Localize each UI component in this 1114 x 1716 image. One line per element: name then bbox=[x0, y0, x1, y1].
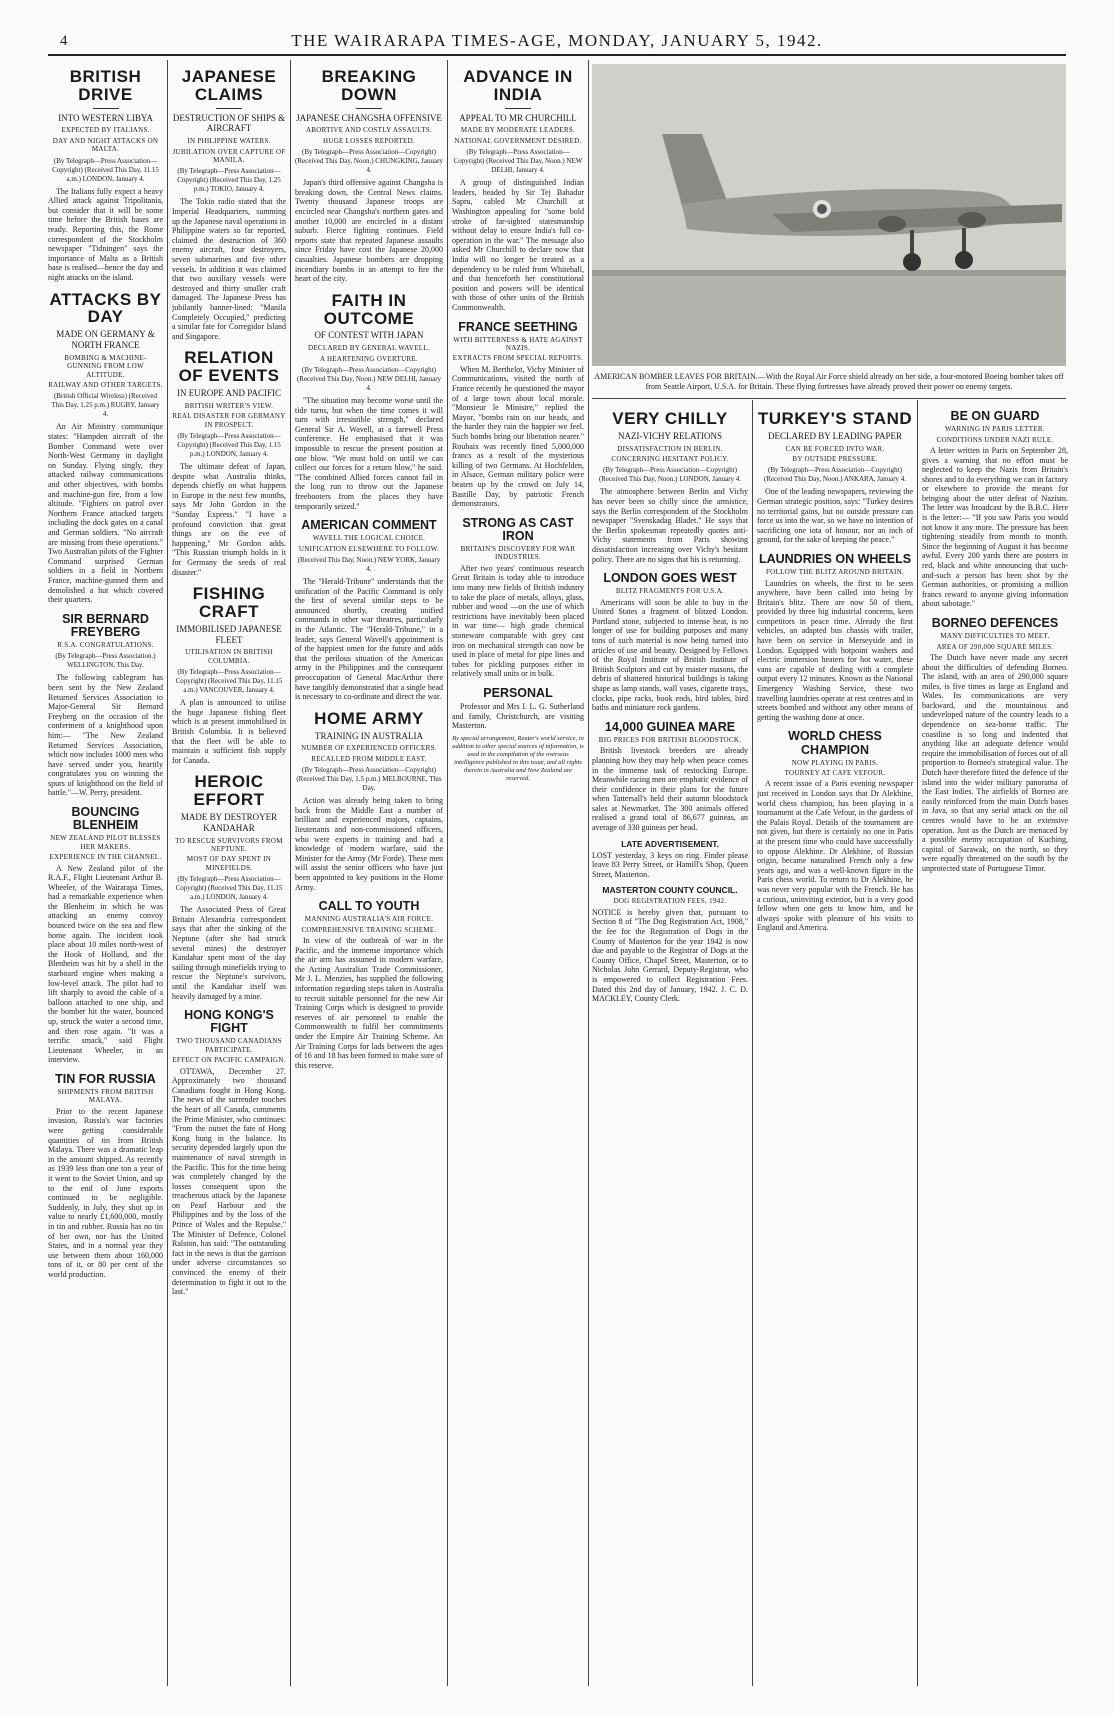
headline: SIR BERNARD FREYBERG bbox=[62, 611, 149, 639]
article-body: British livestock breeders are already planning how they may help when peace comes in the immense task of restocking Europe. Meanwhile racing men are emphatic evidence of their confidence in their plans for the future when Tattersall's held their autumn bloodstock sales at Newmarket. The 300 animals offered realised a grand total of 86,677 guineas, an average of 330 guineas per head. bbox=[592, 746, 748, 833]
dateline: (By Telegraph—Press Association—Copyright) (Received This Day, Noon.) CHUNGKING, January 4. bbox=[295, 148, 443, 175]
subheading: NATIONAL GOVERNMENT DESIRED. bbox=[454, 136, 582, 145]
divider bbox=[93, 108, 119, 109]
subheading: TO RESCUE SURVIVORS FROM NEPTUNE. bbox=[175, 836, 283, 854]
council-subtitle: DOG REGISTRATION FEES, 1942. bbox=[613, 897, 727, 906]
subheading: DECLARED BY GENERAL WAVELL. bbox=[307, 344, 431, 353]
headline: ATTACKS BY DAY bbox=[49, 289, 162, 327]
subheading: AREA OF 290,000 SQUARE MILES. bbox=[936, 642, 1054, 651]
photo-caption: AMERICAN BOMBER LEAVES FOR BRITAIN.—With the Royal Air Force shield already on her side, a four-motored Boeing bomber takes off from Seattle Airport, U.S.A. for Britain. These flying fortresses have already proved their power on enemy targets. bbox=[594, 372, 1064, 391]
article-body: Professor and Mrs I. L. G. Sutherland and family, Christchurch, are visiting Masterton. bbox=[452, 702, 584, 731]
dateline: (By Telegraph—Press Association—Copyright) (Received This Day, 1.5 p.m.) MELBOURNE, This Day. bbox=[296, 766, 442, 793]
article-body: In view of the outbreak of war in the Pacific, and the immense importance which the air arm has assumed in modern warfare, the Acting Australian Trade Commissioner, Mr J. L. Menzies, has supplied the following information regarding steps taken in Australia to recruit suitable personnel for the new Air Training Corps which is designed to provide reserves of air personnel to enable the Commonwealth to fulfil her commitments under the Empire Air Training Scheme. An Air Training Corps for lads between the ages of 16 and 18 has been formed to make sure of this reserve. bbox=[295, 936, 443, 1070]
subheading: JAPANESE CHANGSHA OFFENSIVE bbox=[296, 112, 442, 123]
subheading: JUBILATION OVER CAPTURE OF MANILA. bbox=[172, 147, 286, 165]
subheading: EXPERIENCE IN THE CHANNEL. bbox=[49, 853, 162, 862]
dateline: (By Telegraph—Press Association—Copyright) (Received This Day, 11.15 a.m.) VANCOUVER, January 4. bbox=[175, 668, 283, 695]
subheading: FOLLOW THE BLITZ AROUND BRITAIN. bbox=[765, 568, 905, 577]
headline: BE ON GUARD bbox=[950, 409, 1040, 423]
headline: BOUNCING BLENHEIM bbox=[71, 805, 140, 833]
subheading: WAVELL THE LOGICAL CHOICE. bbox=[312, 534, 426, 543]
headline: RELATION OF EVENTS bbox=[178, 348, 280, 386]
subheading: A HEARTENING OVERTURE. bbox=[319, 354, 419, 363]
subheading: BRITAIN'S DISCOVERY FOR WAR INDUSTRIES. bbox=[460, 545, 576, 562]
dateline: (By Telegraph—Press Association—Copyright) (Received This Day, Noon.) LONDON, January 4. bbox=[598, 466, 742, 484]
subheading: BLITZ FRAGMENTS FOR U.S.A. bbox=[615, 587, 725, 596]
subheading: CAN BE FORCED INTO WAR. bbox=[785, 444, 885, 453]
divider bbox=[216, 108, 242, 109]
subheading: EXTRACTS FROM SPECIAL REPORTS. bbox=[452, 354, 584, 363]
article-body: The atmosphere between Berlin and Vichy has never been so chilly since the armistice, says the Berlin correspondent of the Stockholm newspaper "Svenskadag Bladet." He says that the Berlin spokesman repeatedly quotes anti-Vichy statements from Paris showing dissatisfaction increasing over Vichy's hesitant policy. There are no signs that his is returning. bbox=[592, 487, 748, 564]
subheading: TWO THOUSAND CANADIANS PARTICIPATE. bbox=[176, 1037, 282, 1054]
headline: HEROIC EFFORT bbox=[193, 772, 265, 810]
subheading: MANNING AUSTRALIA'S AIR FORCE. bbox=[304, 915, 434, 924]
subheading: RAILWAY AND OTHER TARGETS. bbox=[48, 381, 163, 390]
subheading: MADE ON GERMANY & NORTH FRANCE bbox=[56, 329, 155, 351]
column-rule bbox=[290, 60, 291, 1686]
article-body: Action was already being taken to bring back from the Middle East a number of brilliant and experienced majors, captains, lieutenants and non-commissioned officers, who were experts in training and had a knowledge of modern warfare, said the Minister for the Army (Mr Forde). These men will assist the senior officers who have just been appointed to key positions in the Home Army. bbox=[295, 796, 443, 892]
article-body: The following cablegram has been sent by the New Zealand Returned Services Association to Major-General Sir Bernard Freyberg on the occasion of the conferment of a knighthood upon him:— "The New Zealand Returned Services Association, which now includes 1000 men who have served under you, heartily congratulates you on winning the spurs of knighthood on the field of battle."—W. Perry, president. bbox=[48, 673, 163, 798]
headline: FAITH IN OUTCOME bbox=[323, 290, 415, 328]
subheading: CONCERNING HESITANT POLICY. bbox=[611, 455, 729, 464]
article-body: Japan's third offensive against Changsha is breaking down, the Central News claims. Twenty thousand Japanese troops are encircled near Changsha's northern gates and another 10,000 are encircled in a distant suburb. Fierce fighting continues. Field reports state that repeated Japanese assaults since Friday have cost the Japanese 20,000 casualties. Japanese bombers are dropping incendiary bombs in an attempt to fire the heart of the city. bbox=[295, 178, 443, 284]
subheading: BRITISH WRITER'S VIEW. bbox=[184, 401, 274, 410]
subheading: IN EUROPE AND PACIFIC bbox=[177, 388, 281, 399]
article-body: Laundries on wheels, the first to be seen anywhere, have been called into being by Britain's blitz. There are now 50 of them, provided by three big industrial concerns, keen competitors in peace time. Already the first vehicles, an adapted bus chassis with trailer, have been on service in Merseyside and in London. Equipped with hotpoint washers and electric immersion heaters for hot water, these vans are capable of dealing with a complete output every 12 minutes. Known as the National Emergency Washing Service, these two travelling laundries operate at rest centres and in streets bombed and without any other means of getting the washing done at once. bbox=[757, 578, 913, 722]
headline: CALL TO YOUTH bbox=[318, 899, 420, 914]
column-6 bbox=[757, 402, 913, 1694]
subheading: SHIPMENTS FROM BRITISH MALAYA. bbox=[57, 1088, 154, 1105]
subheading: EXPECTED BY ITALIANS. bbox=[61, 126, 150, 135]
dateline: (By Telegraph—Press Association.) WELLINGTON, This Day. bbox=[55, 652, 156, 670]
column-3 bbox=[295, 60, 443, 1694]
subheading: DAY AND NIGHT ATTACKS ON MALTA. bbox=[52, 136, 159, 154]
headline: 14,000 GUINEA MARE bbox=[604, 719, 736, 734]
advertisement-body: LOST yesterday, 3 keys on ring. Finder please leave 83 Perry Street, or Hamill's Shop, Queen Street, Masterton. bbox=[592, 850, 748, 879]
dateline: (By Telegraph—Press Association—Copyright) (Received This Day, Noon.) NEW DELHI, January 4. bbox=[296, 366, 442, 393]
subheading: DECLARED BY LEADING PAPER bbox=[767, 430, 903, 441]
column-5 bbox=[592, 402, 748, 1694]
subheading: REAL DISASTER FOR GERMANY IN PROSPECT. bbox=[172, 412, 286, 429]
dateline: (By Telegraph—Press Association—Copyright) (Received This Day, 11.15 a.m.) LONDON, January 4. bbox=[175, 875, 283, 902]
subheading: BIG PRICES FOR BRITISH BLOODSTOCK. bbox=[598, 735, 742, 744]
photo-rule bbox=[592, 398, 1066, 399]
article-body: A plan is announced to utilise the huge Japanese fishing fleet which is at present immobilised in British Columbia. It is believed that the fleet will be able to maintain a sufficient fish supply for Canada. bbox=[172, 698, 286, 765]
subheading: UNIFICATION ELSEWHERE TO FOLLOW. bbox=[298, 544, 440, 553]
dateline: (By Telegraph—Press Association—Copyright) (Received This Day, Noon.) NEW DELHI, January 4. bbox=[453, 148, 583, 175]
subheading: MADE BY MODERATE LEADERS. bbox=[460, 126, 576, 135]
subheading: DISSATISFACTION IN BERLIN. bbox=[617, 444, 723, 453]
subheading: BY OUTSIDE PRESSURE. bbox=[792, 455, 878, 464]
headline: FISHING CRAFT bbox=[192, 584, 266, 621]
column-rule bbox=[167, 60, 168, 1686]
article-body: A recent issue of a Paris evening newspaper just received in London says that Dr Alekhine, world chess champion, has been playing in a tournament at the Cafe Vefour, in the gardens of the Palais Royal. Details of the tournament are not given, but there is certainly no one in Paris at the present time who could have successfully to oppose Alekhine. Dr Alekhine, of Russian origin, became naturalised French only a few years ago, and was a well-known figure in the Paris chess world. To return to Dr Alekhine, he was never very popular with the French. He has a curious, uninviting exterior, but is a very good fellow when one gets to know him, and he always spoke with pleasure of his visits to England and America. bbox=[757, 779, 913, 933]
subheading: CONDITIONS UNDER NAZI RULE. bbox=[936, 435, 1054, 444]
headline: BREAKING DOWN bbox=[321, 67, 417, 104]
headline: WORLD CHESS CHAMPION bbox=[788, 729, 882, 757]
column-7 bbox=[922, 402, 1068, 1694]
article-body: A letter written in Paris on September 28, gives a warning that no effort must be neglected to keep the Nazis from Britain's shores and to do everything we can in factory or elsewhere to provide the means for bringing about the utter defeat of Nazism. The letter was broadcast by the B.B.C. Here is the letter:— "If you saw Paris you would not know it any more. The pressure has been tightening steadily from month to month. Since the beginning of August it has become awful. Every 200 yards there are posters in red, black and white announcing that such-and-such a person has been shot by the German authorities, or promising a million francs reward to anyone giving information about sabotage." bbox=[922, 445, 1068, 609]
subheading: RECALLED FROM MIDDLE EAST. bbox=[311, 754, 427, 763]
subheading: EFFECT ON PACIFIC CAMPAIGN. bbox=[172, 1056, 286, 1065]
subheading: TOURNEY AT CAFE VEFOUR. bbox=[784, 769, 886, 778]
article-body: After two years' continuous research Great Britain is today able to introduce into many new fields of British industry to take the place of metals, alloys, glass, rubber and wood —on the use of which restrictions have inevitably been placed in war time— high grade chemical stoneware comparable with grey cast iron on mechanical strength can now be used in place of metal for pipe lines and tubes for pickling purposes either in relatively small units or in bulk. bbox=[452, 563, 584, 679]
subheading: BOMBING & MACHINE-GUNNING FROM LOW ALTITUDE. bbox=[64, 353, 147, 379]
subheading: NAZI-VICHY RELATIONS bbox=[618, 430, 722, 441]
dateline: (Received This Day, Noon.) NEW YORK, January 4. bbox=[297, 556, 441, 574]
headline: BRITISH DRIVE bbox=[69, 67, 142, 104]
subheading: INTO WESTERN LIBYA bbox=[58, 112, 153, 123]
bomber-photo bbox=[592, 64, 1066, 366]
headline: ADVANCE IN INDIA bbox=[463, 67, 573, 104]
subheading: TRAINING IN AUSTRALIA bbox=[315, 730, 423, 741]
subheading: NEW ZEALAND PILOT BLESSES HER MAKERS. bbox=[50, 834, 161, 851]
subheading: UTILISATION IN BRITISH COLUMBIA. bbox=[185, 648, 273, 665]
article-body: A group of distinguished Indian leaders, headed by Sir Tej Bahadur Sapru, cabled Mr Churchill at Washington appealing for "some bold stroke of far-sighted statesmanship without delay to ensure India's full co-operation in the war." The message also asked Mr Churchill to declare now that India will no longer be treated as a dependency to be ruled from Whitehall, and that henceforth her constitutional position and powers will be identical with those of other units of the British Commonwealth. bbox=[452, 178, 584, 312]
article-body: A New Zealand pilot of the R.A.F., Flight Lieutenant Arthur B. Wheeler, of the Wairarapa Times, had a remarkable experience when the Blenheim in which he was attacking an enemy convoy bounced twice on the sea and flew home again. The incident took place about 10 miles north-west of the Hook of Holland, and the Blenheim was hit by a shell in the starboard engine when making a low-level attack. The pilot had to lift sharply to avoid the cable of a balloon attached to one ship, and the bomber hit the water, bounced up, struck the water a second time, and then rose again. "It was a terrific smack," said Flight Lieutenant Wheeler, in an interview. bbox=[48, 863, 163, 1065]
advertisement-title: LATE ADVERTISEMENT. bbox=[621, 838, 719, 849]
divider bbox=[505, 108, 531, 109]
column-rule bbox=[588, 60, 589, 1686]
subheading: MADE BY DESTROYER KANDAHAR bbox=[180, 812, 278, 833]
article-body: One of the leading newspapers, reviewing the German strategic position, says: "Turkey desires no territorial gains, but no outside pressure can force us into the war, so we have no intention of sacrificing one iota of honour, nor an inch of ground, for the sake of keeping the peace." bbox=[757, 487, 913, 545]
headline: TIN FOR RUSSIA bbox=[55, 1071, 156, 1086]
subheading: NOW PLAYING IN PARIS. bbox=[791, 758, 879, 767]
headline: STRONG AS CAST IRON bbox=[462, 515, 574, 543]
dateline: (By Telegraph—Press Association—Copyright) (Received This Day, 11.15 a.m.) LONDON, January 4. bbox=[52, 156, 159, 183]
divider bbox=[356, 108, 382, 109]
subheading: IN PHILIPPINE WATERS. bbox=[187, 137, 271, 146]
column-rule bbox=[447, 60, 448, 1686]
subheading: MOST OF DAY SPENT IN MINEFIELDS. bbox=[186, 855, 272, 872]
column-2 bbox=[172, 60, 286, 1694]
subheading: IMMOBILISED JAPANESE FLEET bbox=[176, 623, 282, 645]
headline: JAPANESE CLAIMS bbox=[181, 67, 277, 104]
dateline: (By Telegraph—Press Association—Copyright) (Received This Day, Noon.) ANKARA, January 4. bbox=[763, 466, 907, 484]
headline: HOME ARMY bbox=[314, 708, 424, 728]
masthead: THE WAIRARAPA TIMES-AGE, MONDAY, JANUARY 5, 1942. bbox=[291, 31, 823, 50]
headline: BORNEO DEFENCES bbox=[931, 616, 1059, 630]
article-body: The Dutch have never made any secret about the difficulties of defending Borneo. The island, with an area of 290,000 square miles, is five times as large as England and Wales. Its communications are very backward, and the mountainous and undeveloped nature of the country leads to a dependence on sea-borne traffic. The coastline is so long and indented that anything like an adequate defence would require the immobilisation of forces out of all proportion to Borneo's strategical value. The Dutch have therefore fitted the defence of the island into the wider military panorama of the East Indies. The airfields of Borneo are easily reinforced from the main Dutch bases in Java, so that any serial attack on the oil centres would have to be an extensive operation. Just as the Dutch are menaced by a possible enemy occupation of Kuching, capital of Sarawak, on the north, so they were equally threatened on the south by the unprotected state of Portuguese Timor. bbox=[922, 652, 1068, 873]
headline: LAUNDRIES ON WHEELS bbox=[758, 551, 912, 566]
headline: TURKEY'S STAND bbox=[757, 409, 913, 428]
article-body: The "Herald-Tribune" understands that the unification of the Pacific Command is only the first of several similar steps to be announced shortly, creating unified commands in other war theatres, particularly in the Atlantic. The "Herald-Tribune," in a leader, says General Wavell's appointment is of the happiest omen for the future and adds that the perilous situation of the American army in the Philippines and the consequent preoccupation of General MacArthur there have tangibly demonstrated that a single head is necessary to co-ordinate and direct the war. bbox=[295, 577, 443, 702]
subheading: WITH BITTERNESS & HATE AGAINST NAZIS. bbox=[453, 335, 583, 353]
airplane-photo-icon bbox=[592, 64, 1066, 366]
subheading: NUMBER OF EXPERIENCED OFFICERS. bbox=[301, 744, 437, 753]
headline: VERY CHILLY bbox=[612, 409, 728, 428]
council-notice: NOTICE is hereby given that, pursuant to Section 8 of "The Dog Registration Act, 1908," the fee for the Registration of Dogs in the County of Masterton for the year 1942 is now due and payable to the Registrar of Dogs at the County Office, Chapel Street, Masterton, or to Nicholas John Gerrard, Deputy-Registrar, who is empowered to collect Registration Fees. Dated this 2nd day of January, 1942. J. C. D. MACKLEY, County Clerk. bbox=[592, 907, 748, 1004]
article-body: Prior to the recent Japanese invasion, Russia's war factories were getting considerable quantities of tin from British Malaya. There was a dramatic leap in the amount shipped. As recently as 1939 less than one ton a year of it went to the Soviet Union, and up to the end of June exports continued to be negligible. Suddenly, in July, they shot up in value to nearly £1,600,000, mostly in tin and rubber. Russia has no tin of her own, nor has the United States, and in a normal year they use between them about 160,000 tons of it, or 80 per cent of the world production. bbox=[48, 1106, 163, 1279]
copyright-footnote: By special arrangement, Reuter's world service, in addition to other special sources of information, is used in the compilation of the overseas intelligence published in this issue, and all rights therein in Australia and New Zealand are reserved. bbox=[452, 734, 584, 782]
headline: FRANCE SEETHING bbox=[458, 319, 578, 334]
article-body: The Tokio radio stated that the Imperial Headquarters, summing up the Japanese naval operations in Philippine waters so far reported, claimed the destruction of 360 enemy aircraft, four destroyers, seven submarines and five other vessels. In addition it was claimed that two auxiliary vessels were destroyed and thirty smaller craft damaged. The Japanese Press has jubilantly banner-lined: "Manila Completely Occupied," predicting a similar fate for Corregidor Island and Singapore. bbox=[172, 197, 286, 341]
article-body: "The situation may become worse until the tide turns, but when the time comes it will turn with irresistible strength," declared General Sir A. Wavell, at a farewell Press conference. He emphasised that it was impossible to rescue the present position at one blow. "We must hold on until we can collect our forces for a return blow," he said. "The combined Allied forces cannot fail in the long run to throw out the Japanese freebooters from the places they have temporarily seized." bbox=[295, 396, 443, 511]
column-rule bbox=[752, 400, 753, 1686]
headline: HONG KONG'S FIGHT bbox=[184, 1008, 274, 1036]
dateline: (By Telegraph—Press Association—Copyright) (Received This Day, 1.15 p.m.) LONDON, January 4. bbox=[177, 432, 281, 459]
headline: PERSONAL bbox=[483, 685, 553, 700]
headline: LONDON GOES WEST bbox=[603, 571, 737, 586]
subheading: MANY DIFFICULTIES TO MEET. bbox=[940, 632, 1050, 641]
subheading: WARNING IN PARIS LETTER. bbox=[945, 425, 1045, 434]
page-number: 4 bbox=[60, 33, 68, 49]
headline: AMERICAN COMMENT bbox=[301, 518, 437, 533]
subheading: DESTRUCTION OF SHIPS & AIRCRAFT bbox=[172, 112, 286, 134]
top-rule bbox=[48, 54, 1066, 56]
column-4 bbox=[452, 60, 584, 1694]
column-rule bbox=[917, 400, 918, 1686]
subheading: R.S.A. CONGRATULATIONS. bbox=[57, 640, 154, 649]
subheading: OF CONTEST WITH JAPAN bbox=[314, 330, 424, 341]
article-body: The ultimate defeat of Japan, despite what Australia thinks, depends chiefly on what happens in Europe in the next few months, says Mr John Gordon in the "Sunday Express." "I have a profound conviction that great things are on the eve of happening," Mr Gordon adds. "This Russian triumph holds in it for Germany the seeds of real disaster." bbox=[172, 462, 286, 577]
dateline: (British Official Wireless) (Received This Day, 1.25 p.m.) RUGBY, January 4. bbox=[51, 392, 160, 419]
column-1 bbox=[48, 60, 163, 1694]
subheading: APPEAL TO MR CHURCHILL bbox=[459, 112, 577, 123]
article-body: Americans will soon be able to buy in the United States a fragment of blitzed London. Portland stone, subjected to intense heat, is no longer of use for building purposes and many tons of such material is now being turned into articles of use and beauty. Designed by Fellows of the Royal Institute of British Institute of British Sculptors and cut by master masons, the debris of shattered historical buildings is taking shape as lamp stands, wall vases, cigarette trays, clocks, pipe racks, book ends, bird tables, bird baths and miniature rock gardens. bbox=[592, 597, 748, 713]
article-body: The Associated Press of Great Britain Alexandria correspondent says that after the sinking of the Neptune (after she had struck several mines) the destroyer Kandahar spent most of the day sailing through minefields trying to rescue the Neptune's survivors, until the Kandahar itself was heavily damaged by a mine. bbox=[172, 905, 286, 1001]
article-body: The Italians fully expect a heavy Allied attack against Tripolitania, but consider that it will be some time before the British bases are ready. Reporting this, the Rome correspondent of the Stockholm newspaper "Tidningen" says the importance of Malta as a British base is realised—hence the day and night attacks on the island. bbox=[48, 186, 163, 282]
subheading: HUGE LOSSES REPORTED. bbox=[322, 136, 416, 145]
subheading: COMPREHENSIVE TRAINING SCHEME. bbox=[301, 925, 437, 934]
article-body: When M. Berthelot, Vichy Minister of Communications, visited the north of France recently he questioned the mayor of a large town about local morale. "Monsieur le Ministre," replied the Mayor, "bombs rain on our heads, and the harder they rain the happier we feel. Such bombs bring our liberation nearer." Roubaix was recently fined 5,000,000 francs as a result of the mysterious killing of two Germans. At Hochfelden, in Alsace, German military police were beaten up by the crowd on July 14, Bastille Day, by patriotic French demonstrators. bbox=[452, 364, 584, 509]
subheading: ABORTIVE AND COSTLY ASSAULTS. bbox=[305, 126, 433, 135]
article-body: An Air Ministry communique states: "Hampden aircraft of the Bomber Command were over North-West Germany in daylight on Sunday. Flying singly, they attacked railway communications and other objectives, with bombs and machine-gun fire, from a low altitude. "Fighters on patrol over Northern France attacked targets including the dock gates on a canal and German soldiers. "No aircraft are missing from these operations." Two Australian pilots of the Fighter Command surprised German soldiers in a field in Northern France, machine-gunned them and demolished a hut which covered their quarters. bbox=[48, 422, 163, 605]
dateline: (By Telegraph—Press Association—Copyright) (Received This Day, 1.25 p.m.) TOKIO, January 4. bbox=[177, 167, 281, 194]
article-body: OTTAWA, December 27. Approximately two thousand Canadians fought in Hong Kong. The news of the surrender touches the heart of all Canada, comments the Prime Minister, who continues: "From the outset the fate of Hong Kong hung in the balance. Its security depended largely upon the maintenance of naval strength in the Pacific. This for the time being was completely changed by the losses consequent upon the treacherous attack by the Japanese on Pearl Harbour and the Philippines and by the loss of the Prince of Wales and the Repulse." The Minister of Defence, Colonel Ralston, has said: "The outstanding fact in the news is that the garrison under adverse circumstances so convinced the enemy of their determination to fight it out to the last." bbox=[172, 1066, 286, 1297]
council-title: MASTERTON COUNTY COUNCIL. bbox=[602, 885, 738, 896]
